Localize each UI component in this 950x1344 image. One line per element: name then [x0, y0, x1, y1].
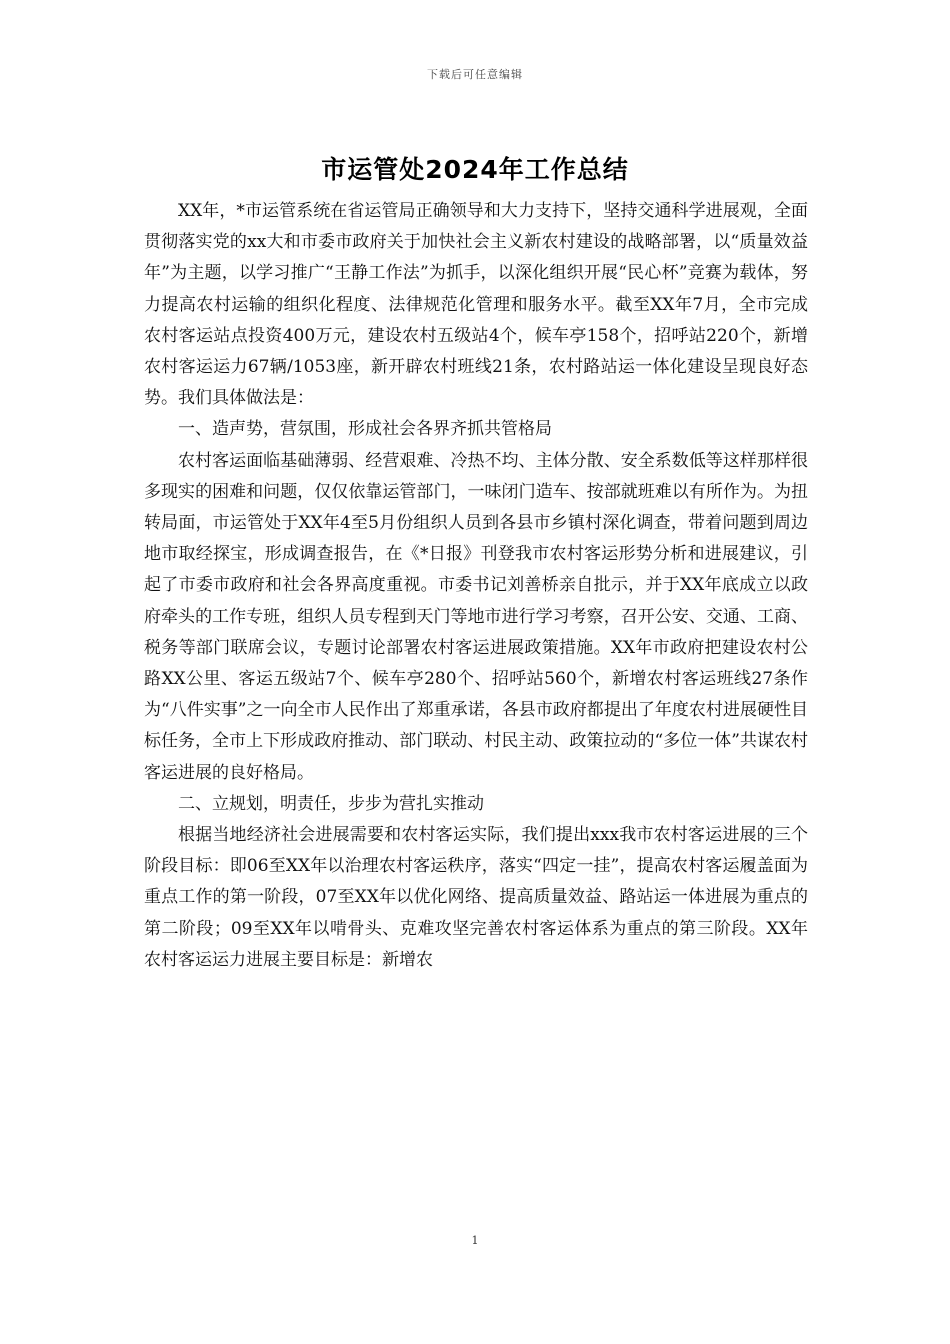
page-number: 1 [471, 1234, 479, 1247]
section-2-paragraph: 根据当地经济社会进展需要和农村客运实际，我们提出xxx我市农村客运进展的三个阶段目标：即06至XX年以治理农村客运秩序，落实“四定一挂”，提高农村客运履盖面为重点工作的第一阶段，07至XX年以优化网络、提高质量效益、路站运一体进展为重点的第二阶段；09至XX年以啃骨头、克难攻坚完善农村客运体系为重点的第三阶段。XX年农村客运运力进展主要目标是：新增农 [144, 825, 808, 970]
header-note: 下载后可任意编辑 [427, 68, 523, 81]
intro-paragraph: XX年，*市运管系统在省运管局正确领导和大力支持下，坚持交通科学进展观，全面贯彻落实党的xx大和市委市政府关于加快社会主义新农村建设的战略部署，以“质量效益年”为主题，以学习推广“王静工作法”为抓手，以深化组织开展“民心杯”竞赛为载体，努力提高农村运输的组织化程度、法律规范化管理和服务水平。截至XX年7月，全市完成农村客运站点投资400万元，建设农村五级站4个，候车亭158个，招呼站220个，新增农村客运运力67辆/1053座，新开辟农村班线21条，农村路站运一体化建设呈现良好态势。我们具体做法是： [144, 201, 808, 409]
document-body [144, 196, 808, 976]
section-heading-2: 二、立规划，明责任，步步为营扎实推动 [178, 793, 484, 814]
document-title: 市运管处2024年工作总结 [321, 155, 629, 184]
section-1-paragraph: 农村客运面临基础薄弱、经营艰难、冷热不均、主体分散、安全系数低等这样那样很多现实的困难和问题，仅仅依靠运管部门，一味闭门造车、按部就班难以有所作为。为扭转局面，市运管处于XX年4至5月份组织人员到各县市乡镇村深化调查，带着问题到周边地市取经探宝，形成调查报告，在《*日报》刊登我市农村客运形势分析和进展建议，引起了市委市政府和社会各界高度重视。市委书记刘善桥亲自批示，并于XX年底成立以政府牵头的工作专班，组织人员专程到天门等地市进行学习考察，召开公安、交通、工商、税务等部门联席会议，专题讨论部署农村客运进展政策措施。XX年市政府把建设农村公路XX公里、客运五级站7个、候车亭280个、招呼站560个，新增农村客运班线27条作为“八件实事”之一向全市人民作出了郑重承诺，各县市政府都提出了年度农村进展硬性目标任务，全市上下形成政府推动、部门联动、村民主动、政策拉动的“多位一体”共谋农村客运进展的良好格局。 [144, 450, 809, 783]
section-heading-1: 一、造声势，营氛围，形成社会各界齐抓共管格局 [178, 419, 552, 440]
